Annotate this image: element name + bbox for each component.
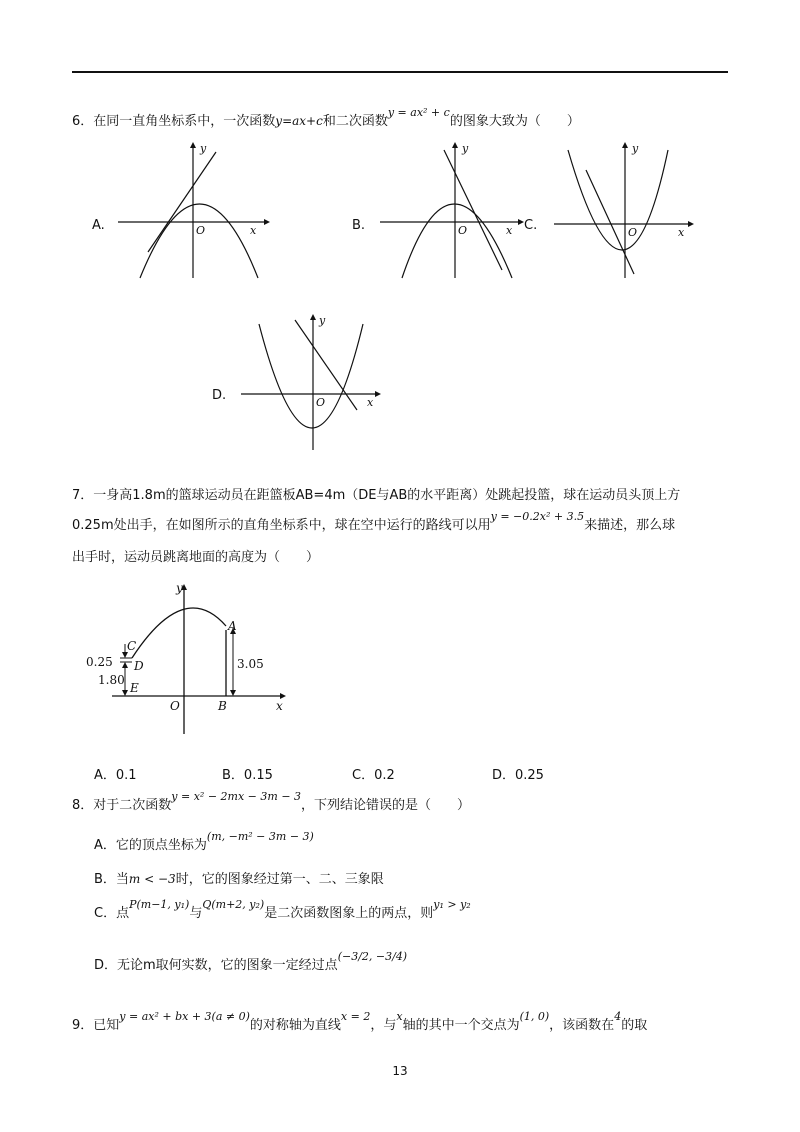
q6-option-b-label: B. xyxy=(352,218,366,233)
q8-option-c-expr-p: P(m−1, y₁) xyxy=(129,898,190,911)
q8-option-d xyxy=(94,950,408,973)
q7-figure xyxy=(80,578,295,736)
q9-expr-point: (1, 0) xyxy=(519,1010,550,1023)
q6c-x-label: x xyxy=(678,226,685,239)
q7-number: 7． xyxy=(72,488,94,503)
q7-fig-y-label: y xyxy=(176,581,183,595)
q8-option-text: B．当 xyxy=(94,872,129,887)
q6-graph-d xyxy=(235,312,385,452)
q7-fig-label-e: E xyxy=(130,681,139,695)
q9-text: 的取 xyxy=(621,1018,648,1033)
q8-option-text: D．无论m取何实数，它的图象一定经过点 xyxy=(94,958,338,973)
q6-stem xyxy=(72,106,580,129)
q6-linear-expr: y=ax+c xyxy=(275,114,323,128)
q7-option-c: C．0.2 xyxy=(352,768,395,783)
q7-option-d: D．0.25 xyxy=(492,768,544,783)
q8-option-b xyxy=(94,868,384,887)
q8-text: 对于二次函数 xyxy=(93,798,172,813)
q9-number: 9． xyxy=(72,1018,94,1033)
q8-option-d-expr: (−3/2, −3/4) xyxy=(337,950,408,963)
q7-option-a: A．0.1 xyxy=(94,768,137,783)
q8-option-text: C．点 xyxy=(94,906,130,921)
q6-option-a-label: A. xyxy=(92,218,105,233)
q8-option-text: A．它的顶点坐标为 xyxy=(94,838,207,853)
q8-option-c-expr-y: y₁ > y₂ xyxy=(433,898,471,911)
q6c-y-label: y xyxy=(632,142,639,155)
q7-text: 来描述，那么球 xyxy=(584,518,676,533)
q7-fig-value-180: 1.80 xyxy=(98,673,125,687)
q7-fig-label-a: A xyxy=(228,619,237,633)
q9-text: 的对称轴为直线 xyxy=(249,1018,341,1033)
q6a-y-label: y xyxy=(200,142,207,155)
q6-graph-c xyxy=(548,140,698,280)
q6-text: 的图象大致为（ ） xyxy=(449,114,580,129)
q8-option-c-expr-q: Q(m+2, y₂) xyxy=(202,898,265,911)
q8-option-c xyxy=(94,898,471,921)
q7-stem-line-3: 出手时，运动员跳离地面的高度为（ ） xyxy=(72,550,320,565)
q6-text: 和二次函数 xyxy=(322,114,388,129)
q7-fig-origin-label: O xyxy=(170,699,180,713)
q6b-x-label: x xyxy=(506,224,513,237)
q9-expr-axis: x = 2 xyxy=(340,1010,371,1023)
q7-fig-label-c: C xyxy=(127,639,137,653)
q7-stem-line-1 xyxy=(72,484,680,503)
q7-fig-label-b: B xyxy=(218,699,227,713)
q8-expr: y = x² − 2mx − 3m − 3 xyxy=(171,790,302,803)
q9-expr-range: 4 xyxy=(614,1010,622,1023)
q8-stem xyxy=(72,790,471,813)
q6-graph-a xyxy=(110,140,270,280)
q7-option-b: B．0.15 xyxy=(222,768,273,783)
q7-fig-label-d: D xyxy=(134,659,144,673)
q8-option-text: 时，它的图象经过第一、二、三象限 xyxy=(175,872,384,887)
q6-quad-expr: y = ax² + c xyxy=(387,106,450,119)
q8-option-b-expr: m < −3 xyxy=(128,872,176,886)
q6-number: 6． xyxy=(72,114,94,129)
q9-expr-x: x xyxy=(396,1010,403,1023)
q9-stem xyxy=(72,1010,648,1033)
q7-fig-value-305: 3.05 xyxy=(237,657,264,671)
q6d-origin-label: O xyxy=(316,396,326,409)
q9-text: 已知 xyxy=(93,1018,120,1033)
q9-text: ，该函数在 xyxy=(549,1018,615,1033)
q6-text: 在同一直角坐标系中，一次函数 xyxy=(93,114,276,129)
q6d-y-label: y xyxy=(319,314,326,327)
q8-option-text: 与 xyxy=(189,906,203,921)
q6-option-c-label: C. xyxy=(524,218,538,233)
q7-text: 一身高1.8m的篮球运动员在距篮板AB=4m（DE与AB的水平距离）处跳起投篮，球在运动员头顶上方 xyxy=(93,488,681,503)
q6b-y-label: y xyxy=(462,142,469,155)
q7-fig-value-025: 0.25 xyxy=(86,655,113,669)
q6d-x-label: x xyxy=(367,396,374,409)
page-number: 13 xyxy=(392,1064,408,1078)
q8-option-a xyxy=(94,830,314,853)
q9-expr-function: y = ax² + bx + 3(a ≠ 0) xyxy=(119,1010,250,1023)
q6b-origin-label: O xyxy=(458,224,468,237)
q7-stem-line-2 xyxy=(72,510,676,533)
q7-fig-x-label: x xyxy=(276,699,283,713)
q6a-x-label: x xyxy=(250,224,257,237)
q8-number: 8． xyxy=(72,798,94,813)
q8-option-a-expr: (m, −m² − 3m − 3) xyxy=(206,830,314,843)
q8-text: ，下列结论错误的是（ ） xyxy=(301,798,471,813)
q8-option-text: 是二次函数图象上的两点，则 xyxy=(264,906,434,921)
header-rule xyxy=(72,71,728,73)
q9-text: ，与 xyxy=(370,1018,397,1033)
q6-option-d-label: D. xyxy=(212,388,227,403)
q6-graph-b xyxy=(372,140,532,280)
q7-text: 0.25m处出手，在如图所示的直角坐标系中，球在空中运行的路线可以用 xyxy=(72,518,491,533)
q6a-origin-label: O xyxy=(196,224,206,237)
q6c-origin-label: O xyxy=(628,226,638,239)
q7-expr: y = −0.2x² + 3.5 xyxy=(490,510,585,523)
q9-text: 轴的其中一个交点为 xyxy=(402,1018,520,1033)
